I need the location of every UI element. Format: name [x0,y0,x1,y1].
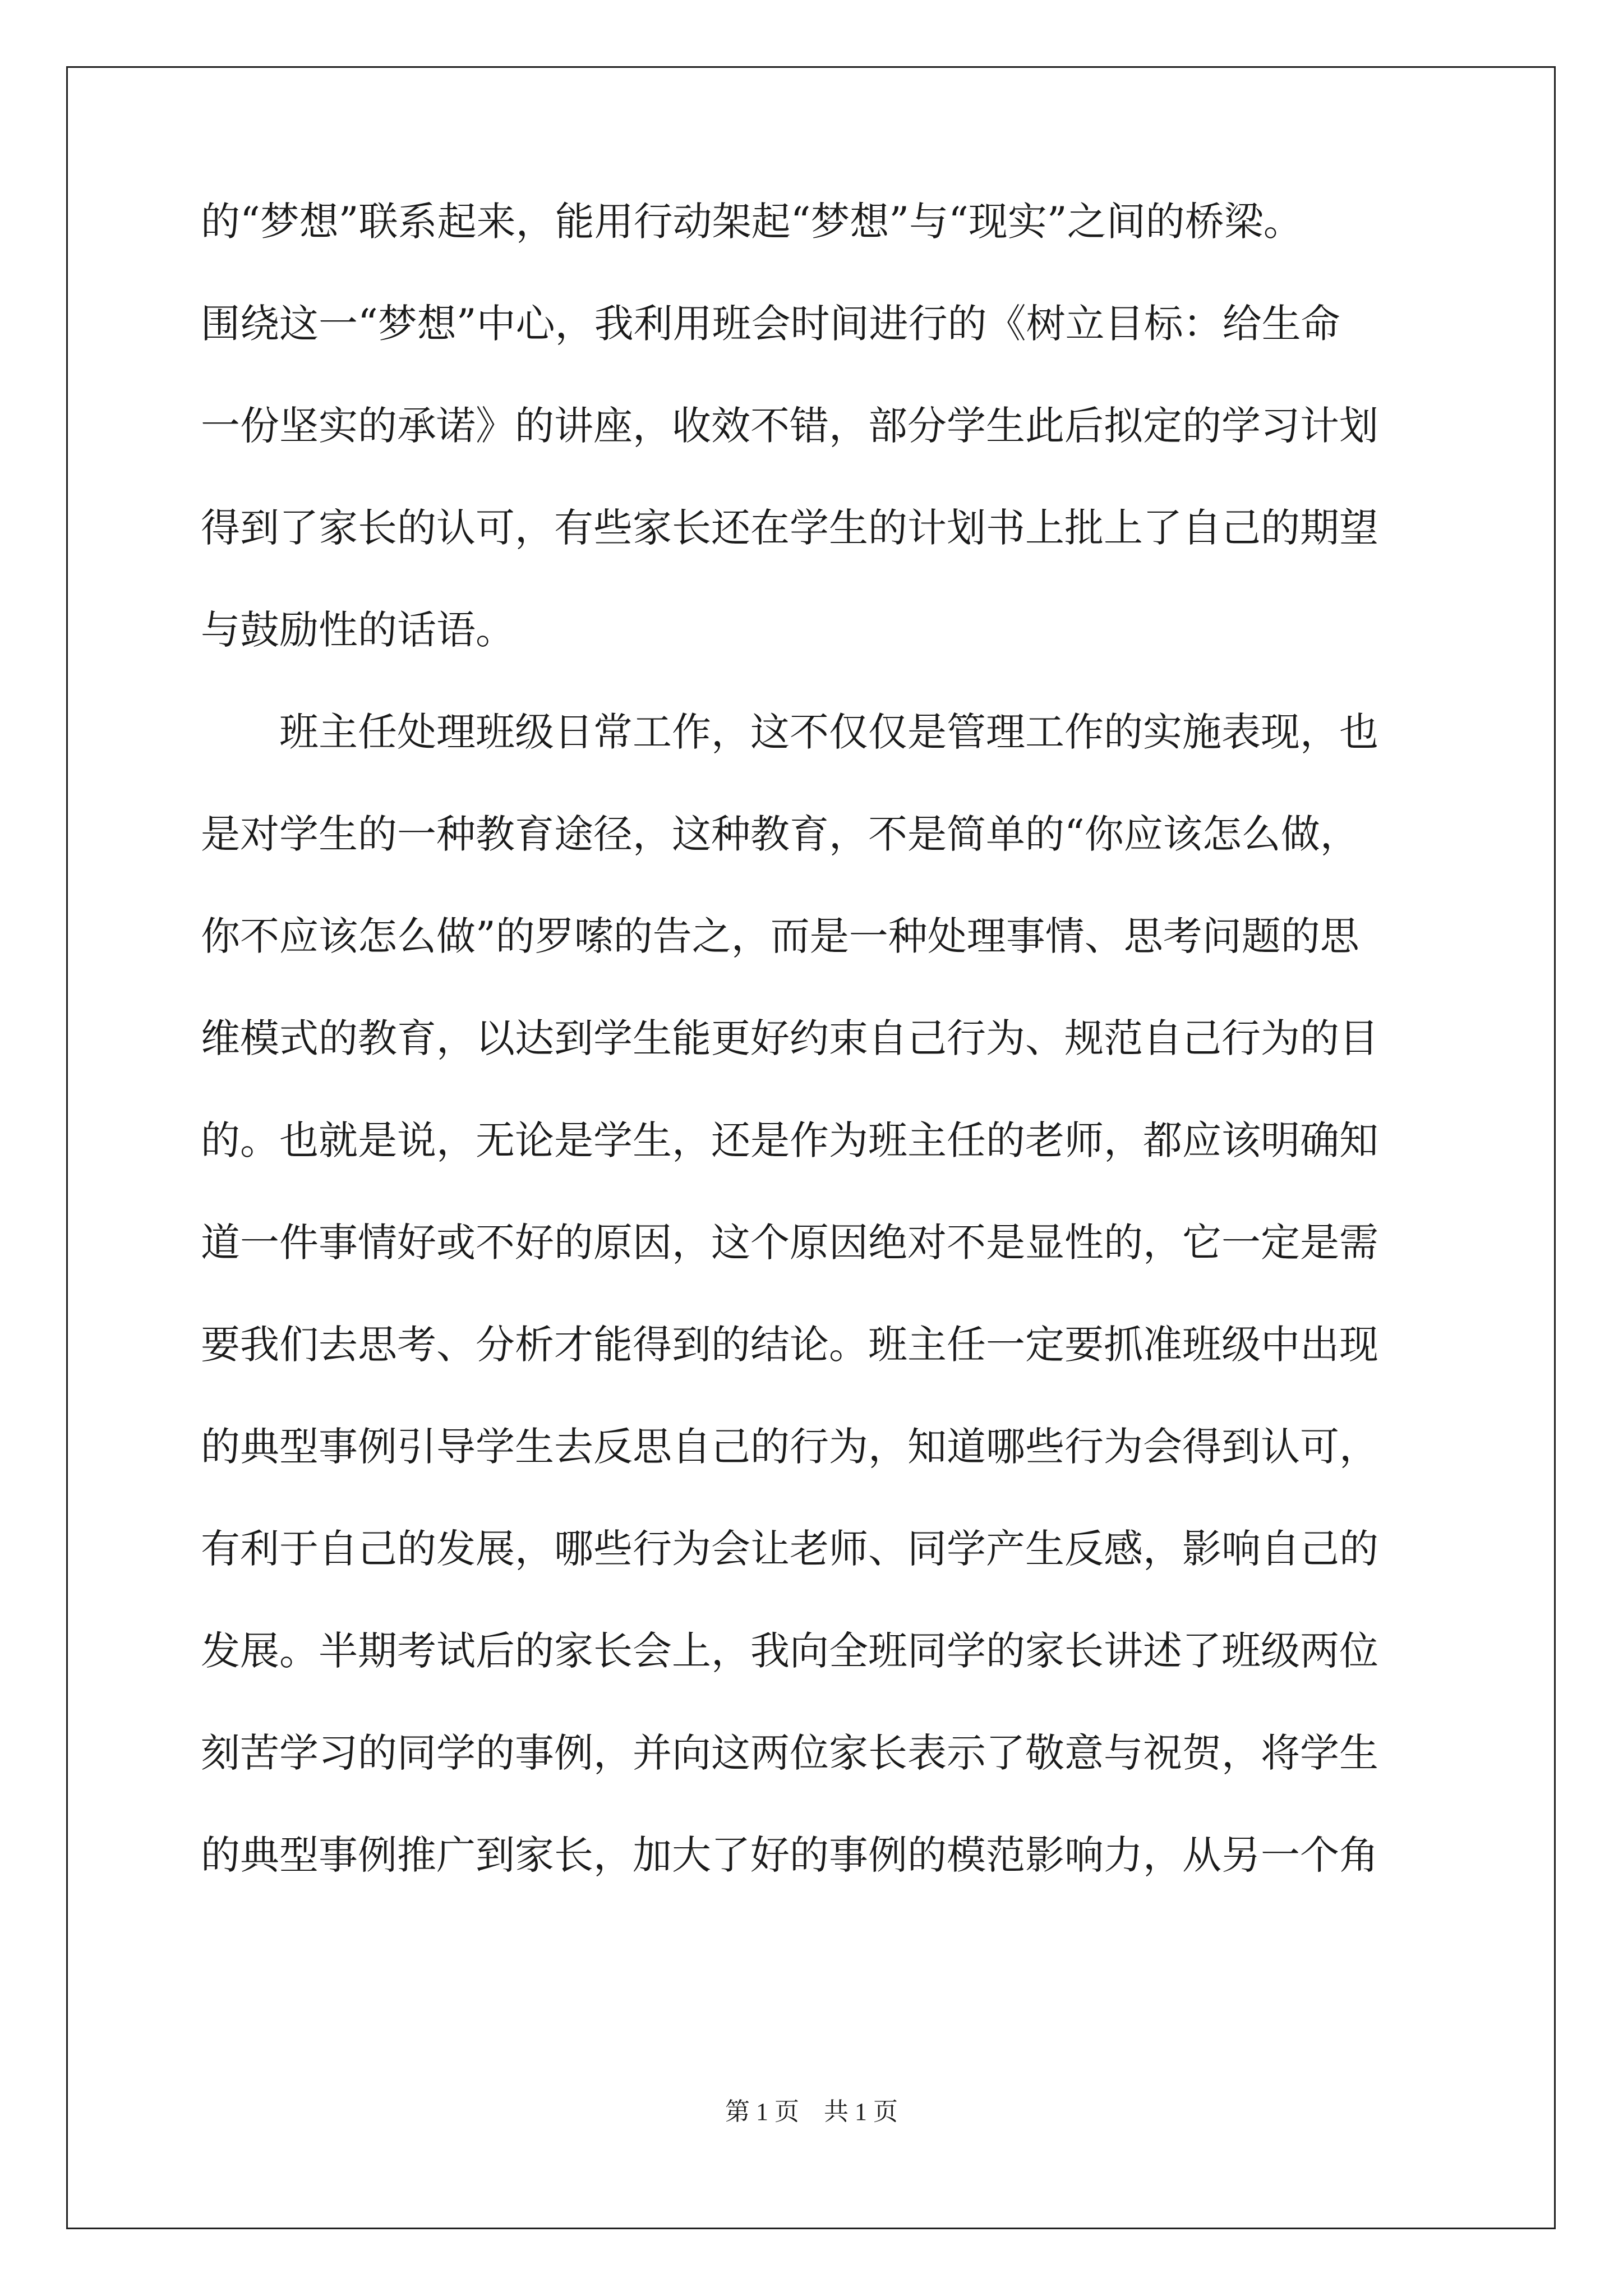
text-line: 道一件事情好或不好的原因，这个原因绝对不是显性的，它一定是需 [201,1220,1378,1266]
text-line: 的典型事例引导学生去反思自己的行为，知道哪些行为会得到认可， [201,1424,1378,1470]
text-line: 你不应该怎么做”的罗嗦的告之，而是一种处理事情、思考问题的思 [201,913,1359,959]
text-line: 维模式的教育，以达到学生能更好约束自己行为、规范自己行为的目 [201,1015,1378,1061]
text-line: 班主任处理班级日常工作，这不仅仅是管理工作的实施表现，也 [201,709,1378,755]
text-line: 围绕这一“梦想”中心，我利用班会时间进行的《树立目标：给生命 [201,301,1340,347]
text-line: 得到了家长的认可，有些家长还在学生的计划书上批上了自己的期望 [201,505,1378,551]
text-line: 要我们去思考、分析才能得到的结论。班主任一定要抓准班级中出现 [201,1322,1378,1368]
page-number-footer: 第 1 页 共 1 页 [725,2098,898,2125]
text-line: 的。也就是说，无论是学生，还是作为班主任的老师，都应该明确知 [201,1117,1378,1163]
text-line: 的典型事例推广到家长，加大了好的事例的模范影响力，从另一个角 [201,1832,1378,1878]
text-line: 有利于自己的发展，哪些行为会让老师、同学产生反感，影响自己的 [201,1526,1378,1572]
text-line: 的“梦想”联系起来，能用行动架起“梦想”与“现实”之间的桥梁。 [201,199,1303,245]
text-line: 发展。半期考试后的家长会上，我向全班同学的家长讲述了班级两位 [201,1628,1378,1674]
text-line: 是对学生的一种教育途径，这种教育，不是简单的“你应该怎么做， [201,811,1359,857]
text-line: 刻苦学习的同学的事例，并向这两位家长表示了敬意与祝贺，将学生 [201,1730,1378,1776]
text-line: 一份坚实的承诺》的讲座，收效不错，部分学生此后拟定的学习计划 [201,403,1378,449]
text-line: 与鼓励性的话语。 [201,607,515,653]
